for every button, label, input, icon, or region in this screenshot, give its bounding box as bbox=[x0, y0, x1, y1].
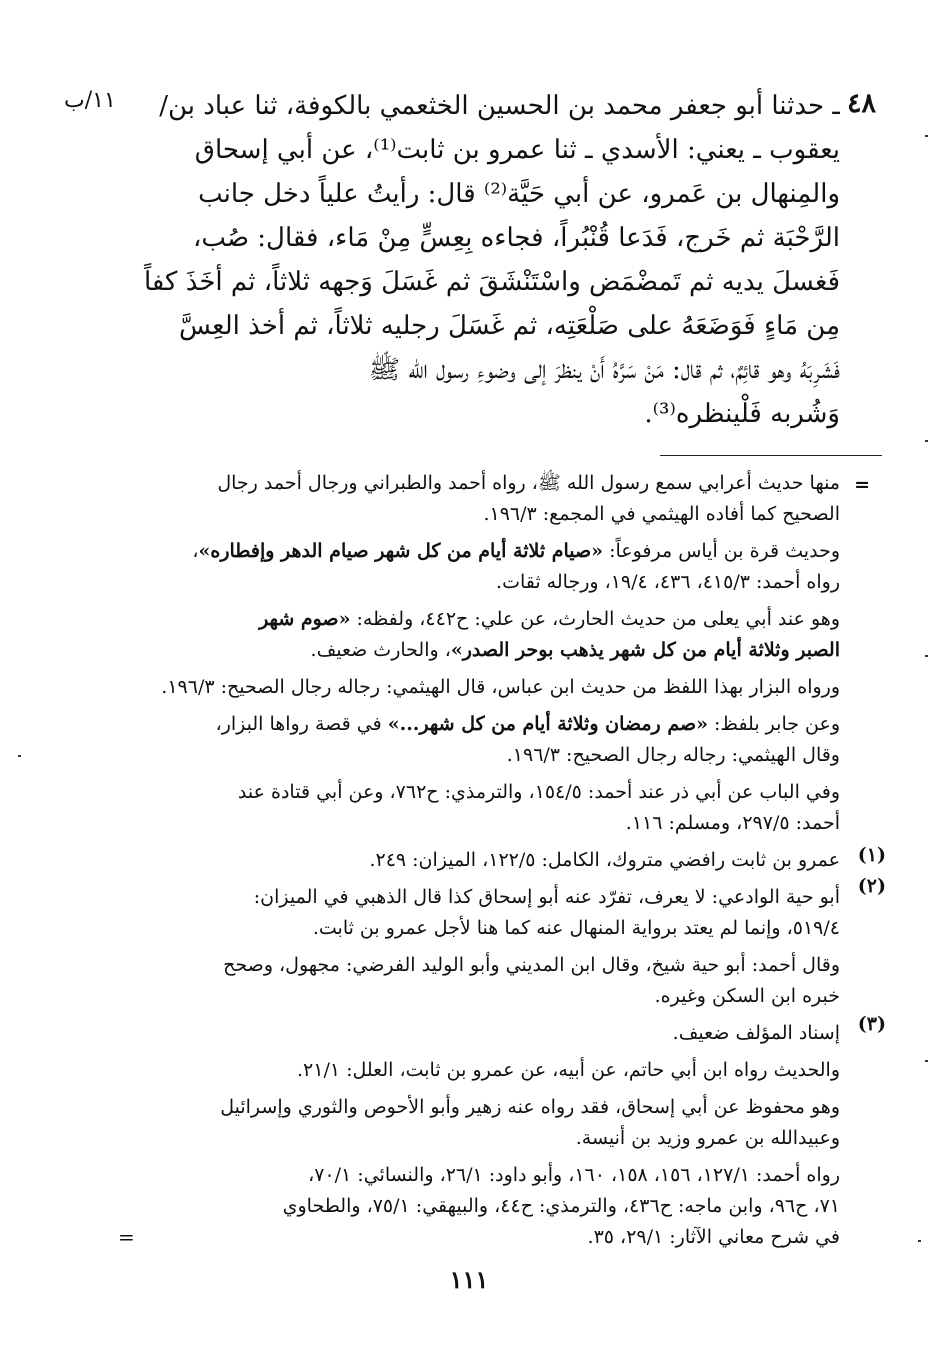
footnote-bold-text: «صيام ثلاثة أيام من كل شهر صيام الدهر وإفطاره» bbox=[198, 540, 604, 562]
footnote-after-text: ، bbox=[192, 540, 199, 562]
hadith-number: ٤٨ bbox=[846, 88, 876, 119]
footnote-marker-1: (١) bbox=[857, 844, 886, 866]
footnote-line bbox=[100, 740, 840, 771]
footnote-line bbox=[100, 808, 840, 839]
footnote-before-text: منها حديث أعرابي سمع رسول الله ﷺ، رواه أحمد والطبراني ورجال أحمد رجال bbox=[217, 472, 840, 494]
footnote-line bbox=[100, 468, 840, 499]
footnote-bold-text: «صم رمضان وثلاثة أيام من كل شهر...» bbox=[387, 713, 708, 735]
scan-speck bbox=[925, 655, 928, 657]
folio-marker: ١١/ب bbox=[64, 88, 116, 113]
footnote-before-text: خبره ابن السكن وغيره. bbox=[654, 985, 840, 1007]
footnote-before-text: ٧١، ح٩٦، وابن ماجه: ح٤٣٦، والترمذي: ح٤٤، والبيهقي: ٧٥/١، والطحاوي bbox=[282, 1195, 840, 1217]
hadith-line: فَغسلَ يديه ثم تَمضْمَض واسْتَنْشَقَ ثم غَسَلَ وَجهه ثلاثاً، ثم أخَذَ كفاً bbox=[143, 267, 840, 297]
footnote-line bbox=[100, 913, 840, 944]
footnote-before-text: أحمد: ٢٩٧/٥، ومسلم: ١١٦. bbox=[625, 812, 840, 834]
footnote-after-text: في قصة رواها البزار، bbox=[215, 713, 388, 735]
footnote-marker-2: (٢) bbox=[857, 875, 886, 897]
footnote-line bbox=[100, 604, 840, 635]
footnote-before-text: وهو محفوظ عن أبي إسحاق، فقد رواه عنه زهير وأبو الأحوص والثوري وإسرائيل bbox=[220, 1096, 840, 1118]
footnote-line bbox=[100, 567, 840, 598]
footnote-line bbox=[100, 709, 840, 740]
footnote-before-text: وعن جابر بلفظ: bbox=[707, 713, 840, 735]
page-number: ١١١ bbox=[449, 1265, 489, 1294]
scan-speck bbox=[925, 1060, 928, 1062]
footnote-before-text: وهو عند أبي يعلى من حديث الحارث، عن علي: ح٤٤٢، ولفظه: bbox=[350, 608, 840, 630]
footnote-line bbox=[100, 635, 840, 666]
hadith-text bbox=[100, 84, 840, 436]
footnote-line bbox=[100, 777, 840, 808]
hadith-line: فَشَرِبَهُ وهو قائِمٌ، ثم قال: مَنْ سَرَّهُ أَنْ ينظرَ إلى وضوءِ رسول الله ﷺ bbox=[368, 355, 840, 385]
footnote-before-text: وعبيدالله بن عمرو وزيد بن أنيسة. bbox=[575, 1127, 840, 1149]
scan-speck bbox=[925, 135, 928, 137]
hadith-line: ـ حدثنا أبو جعفر محمد بن الحسين الخثعمي بالكوفة، ثنا عباد بن/ bbox=[159, 91, 840, 121]
footnote-before-text: والحديث رواه ابن أبي حاتم، عن أبيه، عن عمرو بن ثابت، العلل: ٢١/١. bbox=[296, 1059, 840, 1081]
footnote-line bbox=[100, 1092, 840, 1123]
footnote-before-text: وفي الباب عن أبي ذر عند أحمد: ١٥٤/٥، والترمذي: ح٧٦٢، وعن أبي قتادة عند bbox=[237, 781, 840, 803]
footnote-before-text: أبو حية الوادعي: لا يعرف، تفرّد عنه أبو إسحاق كذا قال الذهبي في الميزان: bbox=[253, 886, 840, 908]
footnote-before-text: ٥١٩/٤، وإنما لم يعتد برواية المنهال عنه كما هنا لأجل عمرو بن ثابت. bbox=[312, 917, 840, 939]
footnote-before-text: رواه أحمد: ٤١٥/٣، ٤٣٦، ١٩/٤، ورجاله ثقات. bbox=[496, 571, 840, 593]
footnote-line bbox=[100, 845, 840, 876]
scan-speck bbox=[925, 440, 928, 442]
footnote-before-text: عمرو بن ثابت رافضي متروك، الكامل: ١٢٢/٥، الميزان: ٢٤٩. bbox=[369, 849, 840, 871]
footnote-before-text: وقال أحمد: أبو حية شيخ، وقال ابن المديني وأبو الوليد الفرضي: مجهول، وصحح bbox=[223, 954, 840, 976]
footnote-before-text: وحديث قرة بن أياس مرفوعاً: bbox=[603, 540, 840, 562]
hadith-line: والمِنهال بن عَمرو، عن أبي حَيَّة⁽²⁾ قال: رأيتُ علياً دخل جانب bbox=[198, 179, 840, 209]
footnote-before-text: الصحيح كما أفاده الهيثمي في المجمع: ١٩٦/٣. bbox=[483, 503, 840, 525]
footnote-line bbox=[100, 882, 840, 913]
footnote-line bbox=[100, 1222, 840, 1253]
footnote-before-text: ورواه البزار بهذا اللفظ من حديث ابن عباس، قال الهيثمي: رجاله رجال الصحيح: ١٩٦/٣. bbox=[161, 676, 840, 698]
footnote-before-text: إسناد المؤلف ضعيف. bbox=[672, 1022, 840, 1044]
scan-speck bbox=[918, 1240, 921, 1242]
footnote-line bbox=[100, 672, 840, 703]
footnote-line bbox=[100, 1123, 840, 1154]
footnote-after-text: ، والحارث ضعيف. bbox=[310, 639, 451, 661]
footnote-bold-text: الصبر وثلاثة أيام من كل شهر يذهب بوحر الصدر» bbox=[450, 639, 840, 661]
hadith-line: مِن مَاءٍ فَوَضَعَهُ على صَلْعَتِه، ثم غَسَلَ رجليه ثلاثاً، ثم أخذ العِسَّ bbox=[179, 311, 840, 341]
footnote-before-text: رواه أحمد: ١٢٧/١، ١٥٦، ١٥٨، ١٦٠، وأبو داود: ٢٦/١، والنسائي: ٧٠/١، bbox=[308, 1164, 840, 1186]
footnote-bold-text: «صوم شهر bbox=[259, 608, 351, 630]
footnote-line bbox=[100, 536, 840, 567]
footnote-line bbox=[100, 499, 840, 530]
footnote-separator bbox=[660, 455, 882, 456]
footnote-line bbox=[100, 1160, 840, 1191]
footnote-marker-3: (٣) bbox=[857, 1013, 886, 1035]
scan-speck bbox=[18, 755, 21, 757]
footnote-line bbox=[100, 1055, 840, 1086]
hadith-line: يعقوب ـ يعني: الأسدي ـ ثنا عمرو بن ثابت⁽¹⁾، عن أبي إسحاق bbox=[194, 135, 840, 165]
hadith-line: الرَّحْبَة ثم خَرج، فَدَعا قُنْبُراً، فجاءه بِعِسٍّ مِنْ مَاء، فقال: صُب، bbox=[193, 223, 840, 253]
continuation-mark: = bbox=[854, 474, 870, 496]
footnote-before-text: في شرح معاني الآثار: ٢٩/١، ٣٥. bbox=[587, 1226, 840, 1248]
footnote-before-text: وقال الهيثمي: رجاله رجال الصحيح: ١٩٦/٣. bbox=[506, 744, 840, 766]
footnotes bbox=[100, 468, 840, 1253]
footnote-line bbox=[100, 981, 840, 1012]
footnote-line bbox=[100, 950, 840, 981]
hadith-line: وَشُربه فَلْينظره⁽³⁾. bbox=[644, 399, 840, 429]
end-mark: = bbox=[118, 1225, 135, 1249]
footnote-line bbox=[100, 1191, 840, 1222]
footnote-line bbox=[100, 1018, 840, 1049]
